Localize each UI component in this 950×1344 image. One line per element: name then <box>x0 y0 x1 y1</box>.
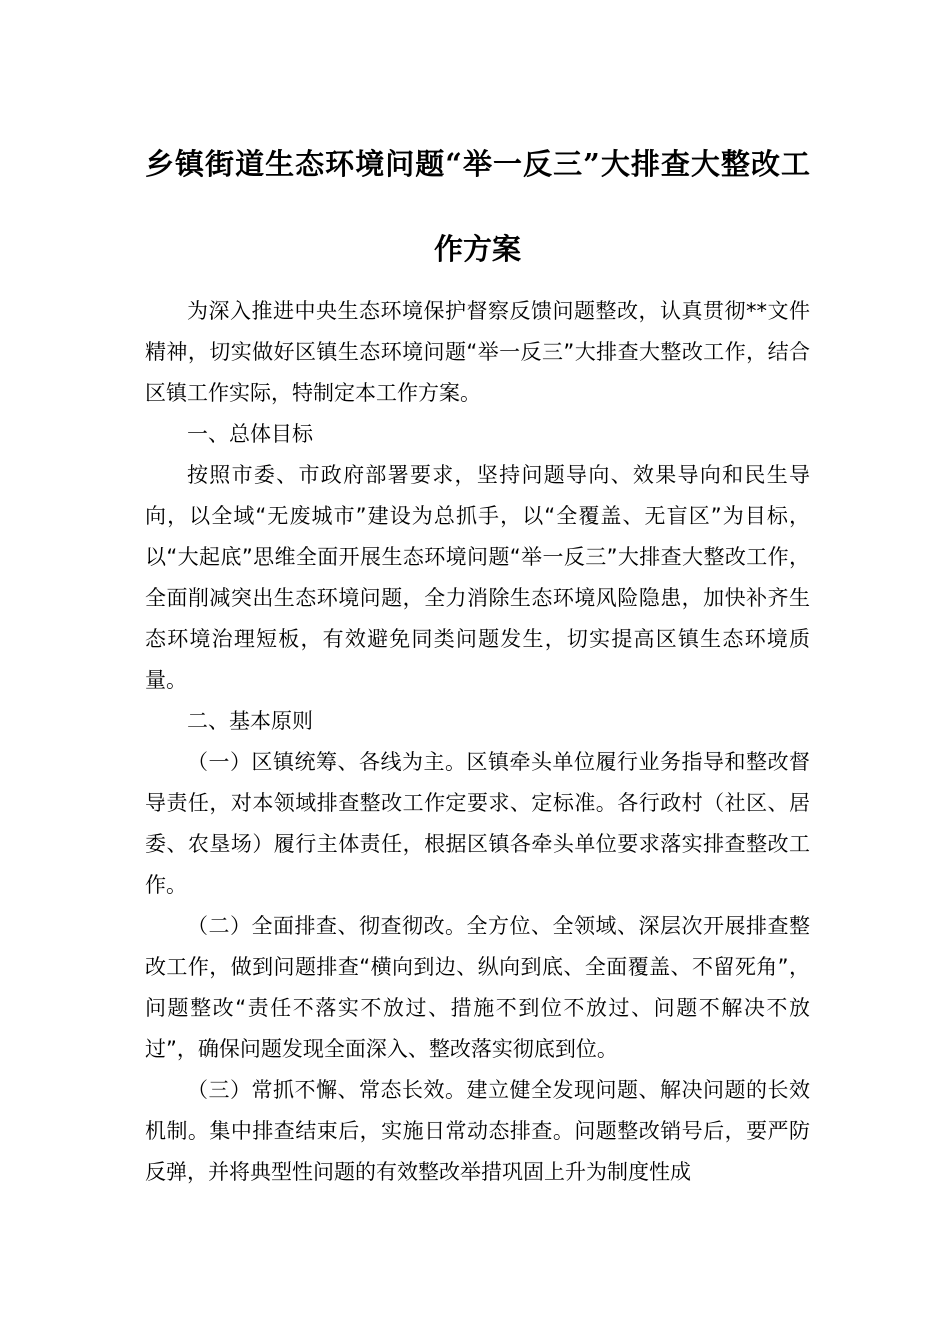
section-heading-overall-goal: 一、总体目标 <box>187 422 313 446</box>
principle-2-paragraph: （二）全面排查、彻查彻改。全方位、全领域、深层次开展排查整改工作，做到问题排查“横向到边、纵向到底、全面覆盖、不留死角”，问题整改“责任不落实不放过、措施不到位不放过、问题不解决不放过”，确保问题发现全面深入、整改落实彻底到位。 <box>145 914 810 1061</box>
section-heading-basic-principles: 二、基本原则 <box>187 709 313 733</box>
principle-3-paragraph: （三）常抓不懈、常态长效。建立健全发现问题、解决问题的长效机制。集中排查结束后，实施日常动态排查。问题整改销号后，要严防反弹，并将典型性问题的有效整改举措巩固上升为制度性成 <box>145 1078 810 1184</box>
overall-goal-paragraph: 按照市委、市政府部署要求，坚持问题导向、效果导向和民生导向，以全域“无废城市”建设为总抓手，以“全覆盖、无盲区”为目标，以“大起底”思维全面开展生态环境问题“举一反三”大排查大整改工作，全面削减突出生态环境问题，全力消除生态环境风险隐患，加快补齐生态环境治理短板，有效避免同类问题发生，切实提高区镇生态环境质量。 <box>145 463 810 692</box>
document-title-line-2: 作方案 <box>433 232 521 266</box>
document-title-line-1: 乡镇街道生态环境问题“举一反三”大排查大整改工 <box>145 147 810 181</box>
principle-1-paragraph: （一）区镇统筹、各线为主。区镇牵头单位履行业务指导和整改督导责任，对本领域排查整改工作定要求、定标准。各行政村（社区、居委、农垦场）履行主体责任，根据区镇各牵头单位要求落实排查整改工作。 <box>145 750 810 897</box>
document-body <box>145 291 810 1193</box>
intro-paragraph: 为深入推进中央生态环境保护督察反馈问题整改，认真贯彻**文件精神，切实做好区镇生态环境问题“举一反三”大排查大整改工作，结合区镇工作实际，特制定本工作方案。 <box>145 299 810 405</box>
